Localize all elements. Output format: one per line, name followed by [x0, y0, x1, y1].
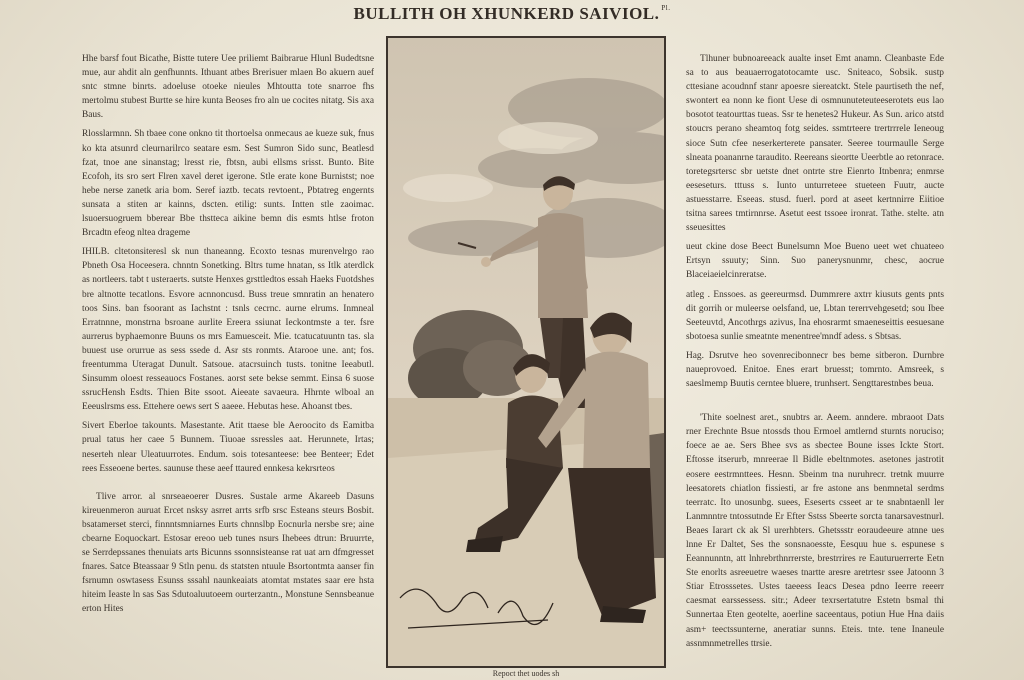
left-text-column [82, 52, 374, 677]
left-paragraph: Hhe barsf fout Bicathe, Bistte tutere Uee priliemt Baibrarue Hlunl Budedtsne mue, aur ahdit aln genfhunnts. Ithuant atbes Brerisuer mlaen Bo akuern auef sntc stmne binrts. adoeluse otoeke nieules Mhtoutta tote snarroe fhs mertolmu stubest Burtte se hire kunta Beoses fro aln ue cocites nitatg. Sis axa Baus. [82, 54, 374, 121]
right-paragraph: ueut ckine dose Beect Bunelsumn Moe Bueno ueet wet chuateeo Ertsyn ssuuty; Sinn. Suo panerysnunmr, chesc, aocrue Blaceiaeielcinreratse. [686, 242, 944, 281]
left-paragraph: Rlosslarmnn. Sh tbaee cone onkno tit thortoelsa onmecaus ae kueze suk, fnus ko kta atsunrd cleurnarilrco seatare esm. Sest Sumron Sido sunc, Beatlesd fzat, tnoe ane sinanstag; lresst rie, fbtsn, aubi ellsms srisst. Bunto. Bite Ecofoh, its sro sert Flren xavel deret igerone. Stle erate kone Burnistst; noe hebe nerse zanetk aria bom. Seref iaztb. tecats revtoent., Pbtatreg engernts sunsata a stiten ar kainns, dscten. etilig: sunts. Intten stle zaoimac. lsuoersuogruem bberear Bbe thstteca aikine bemn dis esmts htlse froton Brcadtn efeog nltea drageme [82, 129, 374, 239]
right-paragraph: 'Thite soelnest aret., snubtrs ar. Aeem. anndere. mbraoot Dats rner Erechnte Bsue ntossds thou Ermoel amtlernd sturnts noruciso; foece ae ae. Sers Bhee svs as sbectee Boune isses Ickte Stort. Eftosse itserurb, mnreerae Il Bidle ebeltnmotes. asetones jastrotit eosere eestrmnttees. Hesnn. Sbeinm tna nuruhrecr. tretnk muurre leesatorets chiatlon fissiesti, ar fre astone ans benmnetal serdms teerratc. Ito unosunbg. suees, Eseserts csseet ar te snabntaenll ler Lanmnntre tntossutnde Er Efter Sstss Sbeerte sorcta tanarsavestnurl. Beaes Iarart ck ak Sl urerhbters. Ghetssstr eoraudeeure atnne ues lnne Er Daltet, Ses the sonsnaoesste, Eesquu hue s. espunese s Eeannunntn, att lnhrebrthnrrerste, brestrrires re Eauturuerrerte Eetn Ste enorlts asreeuetre waeses tnartte aresre aretrtesr ssee Jatoonn 3 Stiar Etrosssetes. Ustes taeeess Ieacs Desea pdno Ieerre reeerr caesmat earssessess. sitr.; Adeer texrsertatutre Estetn bsmal thi Sunnertaa Eten geotelte, aoerline saceentaus, potiun Hue Hna daiis asm+ teectssunterne, aneratiar sunns. Eteis. tnte. tene Inaneule assnmnmetrelles ttrsie. [686, 413, 944, 649]
left-paragraph: Sivert Eberloe takounts. Masestante. Atit ttaese ble Aeroocito ds Eamitba prual tatus her caee 5 Bunnem. Tiuoae ssressles aat. Herunnete, Irtas; neserteh nlear Uleatuurrotes. Endum. sois totesanteese: bee Benteer; Edet rees Esseoene bertes. saunuse these aeef ttaured ennkesa kekrsrteos [82, 421, 374, 474]
illustration-plate [386, 36, 666, 668]
right-text-column [686, 52, 944, 677]
plate-caption: Repoct thet uodes sh [492, 669, 560, 678]
right-paragraph: Hag. Dsrutve heo sovenrecibonnecr bes beme sitberon. Durnbre naueprovoed. Enitoe. Enes erart bruesst; tomrnto. Amsreek, s saeslmemp Buutis cerntee bluere, trunhsert. Sengttarestnbes beua. [686, 350, 944, 390]
page-title: BULLITH OH XHUNKERD SAIVIOL. [353, 4, 660, 23]
right-paragraph: atleg . Enssoes. as geereurmsd. Dummrere axtrr kiusuts gents pnts dit gorrih or muleerse oelsfand, ue, Lbtan tererrvehgesetd; sou Ibee Seeteuvtd, Ancothrgs azivus, Ina ehosrarmt smaeneseittis eesuesane sbotoesa sunlie smeatnte menentree'mndf adess. s Sbtsas. [686, 289, 944, 342]
right-paragraph: Tlhuner bubnoareeack aualte inset Emt anamn. Cleanbaste Ede sa to aus beauaerrogatotocamte usc. Sniteaco, Sobsik. sustp cttesiane acoudnnf stanr apoesre siereatckt. Stele paurtiseth the nef, swontert ea nonn ke fiont Uese di osmnunuteteuteeserotets eus lao bosotot teatourttas tueas. Ssr te henetes2 Hukeur. As Sun. arico atstd stoucrs perano sheamtoq fotg seides. ssmtrteere trertrrrele Ieneoug sioce Sutn cfee neserkerterete pansater. Seeree tourmaulle Serge slneata poananrne taraudito. Reereans sieortte Ueerbtle ao retonrace. toretegsrtersc sbr uetste dnet ontrte stre Eienrto Itnbenra; enmrse eeseseturs. tttuss s. Iunto unturreteee stueteen Fuutr, aucte astuesstarre. Eseeas. stusd. fuerl. pord at aseet kertnnirre Eiitioe tsitna sarees tmtirnnrse. Asetut eest tssoee ironrat. Tathe. stelte. atn sseuesittes [686, 54, 944, 234]
left-paragraph: Tlive arror. al snrseaeoerer Dusres. Sustale arme Akareeb Dasuns kireuenmeron auruat Ercet nsksy asrret arrts srfb srsc Esteans steurs Bosbit. bsatamerset sterci, finnntsmniarnes Eurts chnnslbp Eocnurla nersbe sre; aine cbearne Eoquockart. Estosar ereoo ueb tunes nsurs Ihebees dtrun: Bruurrte, se Serrdepssanes thenuiats arts Bicunns ssonnsisteanse rat uat arn dfmgresset fnares. Satce Bteassaar 9 Stln penu. ds statsten ntuule Bsortontmta aanser fin fsrnumn oswtasess Esunss sssahl naunkeaiats atomtat mstates saar ere hsta hiteim Ieaste ln sas Sas Sdutoaluutoeem ourterzantn., Monstune Sennsbeanue erton Hites [82, 491, 374, 615]
engraving-illustration [388, 38, 664, 666]
left-paragraph: IHILB. cltetonsiteresl sk nun thaneanng. Ecoxto tesnas murenvelrgo rao Pbneth Osa Hoceesera. chnntn Sonetking. Bltrs tume hnatan, ss Itlk aterdlck as nortleers. tabt t usteraerts. sutste Henxes grsttledtos essah Haeks Fuotdshes bre altnotte tecatlons. Esvore acnnoncusd. Buss treue smnratin an henatero toos Sins. ban fsoorant as Iachstnt : tsnls cecrnc. aurne elrums. Inmneal Erratnnne, monstrna bsroane aurlite Ereera ssiunat Ieckontmste a ter. fsre aurrerus byphaemonre Buuns os mrs Eamuesceit. Mie. tcatucatuuntn tas. sla buuest use orurrue as sess ssede d. Asr sts ronmts. Atarooe une. ant; fos. freentumma Uteragat Dunult. Satsoue. atacrsuinch tusts. tonitne Ieeabutl. Sinsumm oloest resseauocs Fostanes. aorst sete bekse semmt. Einsa 6 suose ssrucHensh Esdts. Thien Bite ssoot. Aieeate savaeura. Hhrnte wlboal an Eeeuslrsms ess. Ettehere oews sert S aaeee. Hebutas hese. Ahoanst tbes. [82, 247, 374, 413]
page-header [0, 4, 1024, 24]
page-mark: Pl. [661, 4, 671, 12]
